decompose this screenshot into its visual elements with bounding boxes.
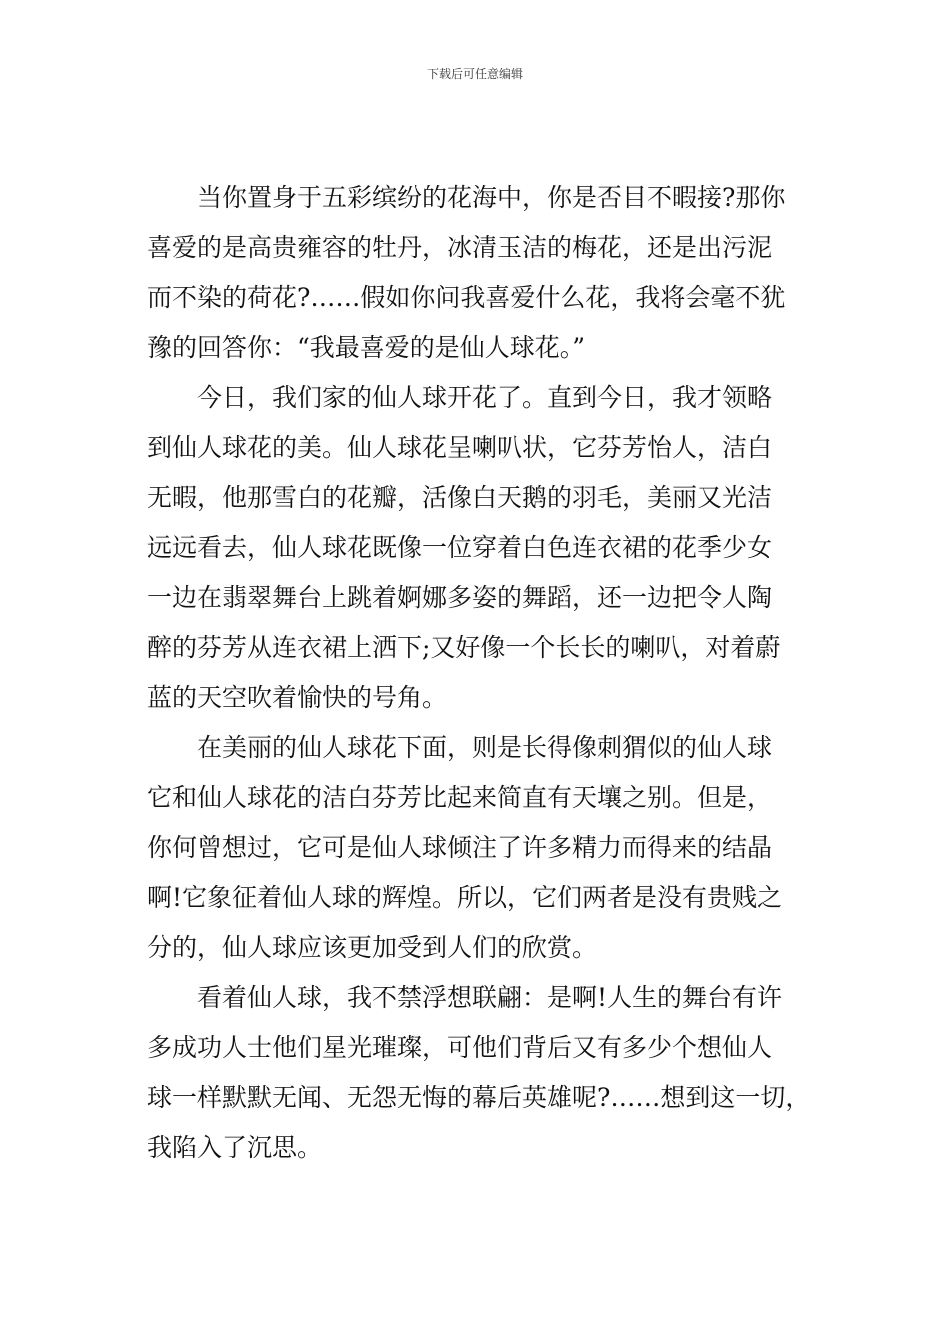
paragraph-4-line-1: 看着仙人球，我不禁浮想联翩：是啊!人生的舞台有许 bbox=[197, 983, 783, 1012]
paragraph-2-line-7: 蓝的天空吹着愉快的号角。 bbox=[147, 683, 448, 712]
paragraph-1-line-1: 当你置身于五彩缤纷的花海中，你是否目不暇接?那你 bbox=[197, 183, 786, 212]
paragraph-2-line-2: 到仙人球花的美。仙人球花呈喇叭状，它芬芳怡人，洁白 bbox=[147, 433, 773, 462]
paragraph-3-line-2: 它和仙人球花的洁白芬芳比起来简直有天壤之别。但是， bbox=[147, 783, 773, 812]
paragraph-2-line-1: 今日，我们家的仙人球开花了。直到今日，我才领略 bbox=[197, 383, 773, 412]
paragraph-3-line-5: 分的，仙人球应该更加受到人们的欣赏。 bbox=[147, 933, 598, 962]
paragraph-2-line-6: 醉的芬芳从连衣裙上洒下;又好像一个长长的喇叭，对着蔚 bbox=[147, 633, 781, 662]
paragraph-2-line-5: 一边在翡翠舞台上跳着婀娜多姿的舞蹈，还一边把令人陶 bbox=[147, 583, 773, 612]
paragraph-3-line-3: 你何曾想过，它可是仙人球倾注了许多精力而得来的结晶 bbox=[147, 833, 773, 862]
paragraph-2-line-3: 无暇，他那雪白的花瓣，活像白天鹅的羽毛，美丽又光洁 bbox=[147, 483, 773, 512]
paragraph-4-line-2: 多成功人士他们星光璀璨，可他们背后又有多少个想仙人 bbox=[147, 1033, 773, 1062]
paragraph-3-line-4: 啊!它象征着仙人球的辉煌。所以，它们两者是没有贵贱之 bbox=[147, 883, 783, 912]
paragraph-4-line-4: 我陷入了沉思。 bbox=[147, 1133, 323, 1162]
paragraph-1-line-3: 而不染的荷花?……假如你问我喜爱什么花，我将会毫不犹 bbox=[147, 283, 786, 312]
paragraph-4-line-3: 球一样默默无闻、无怨无悔的幕后英雄呢?……想到这一切， bbox=[147, 1083, 811, 1112]
paragraph-1-line-2: 喜爱的是高贵雍容的牡丹，冰清玉洁的梅花，还是出污泥 bbox=[147, 233, 773, 262]
page-header: 下载后可任意编辑 bbox=[426, 67, 523, 81]
paragraph-3-line-1: 在美丽的仙人球花下面，则是长得像刺猬似的仙人球 bbox=[197, 733, 773, 762]
paragraph-1-line-4: 豫的回答你：“我最喜爱的是仙人球花。” bbox=[147, 333, 586, 362]
paragraph-2-line-4: 远远看去，仙人球花既像一位穿着白色连衣裙的花季少女 bbox=[147, 533, 773, 562]
